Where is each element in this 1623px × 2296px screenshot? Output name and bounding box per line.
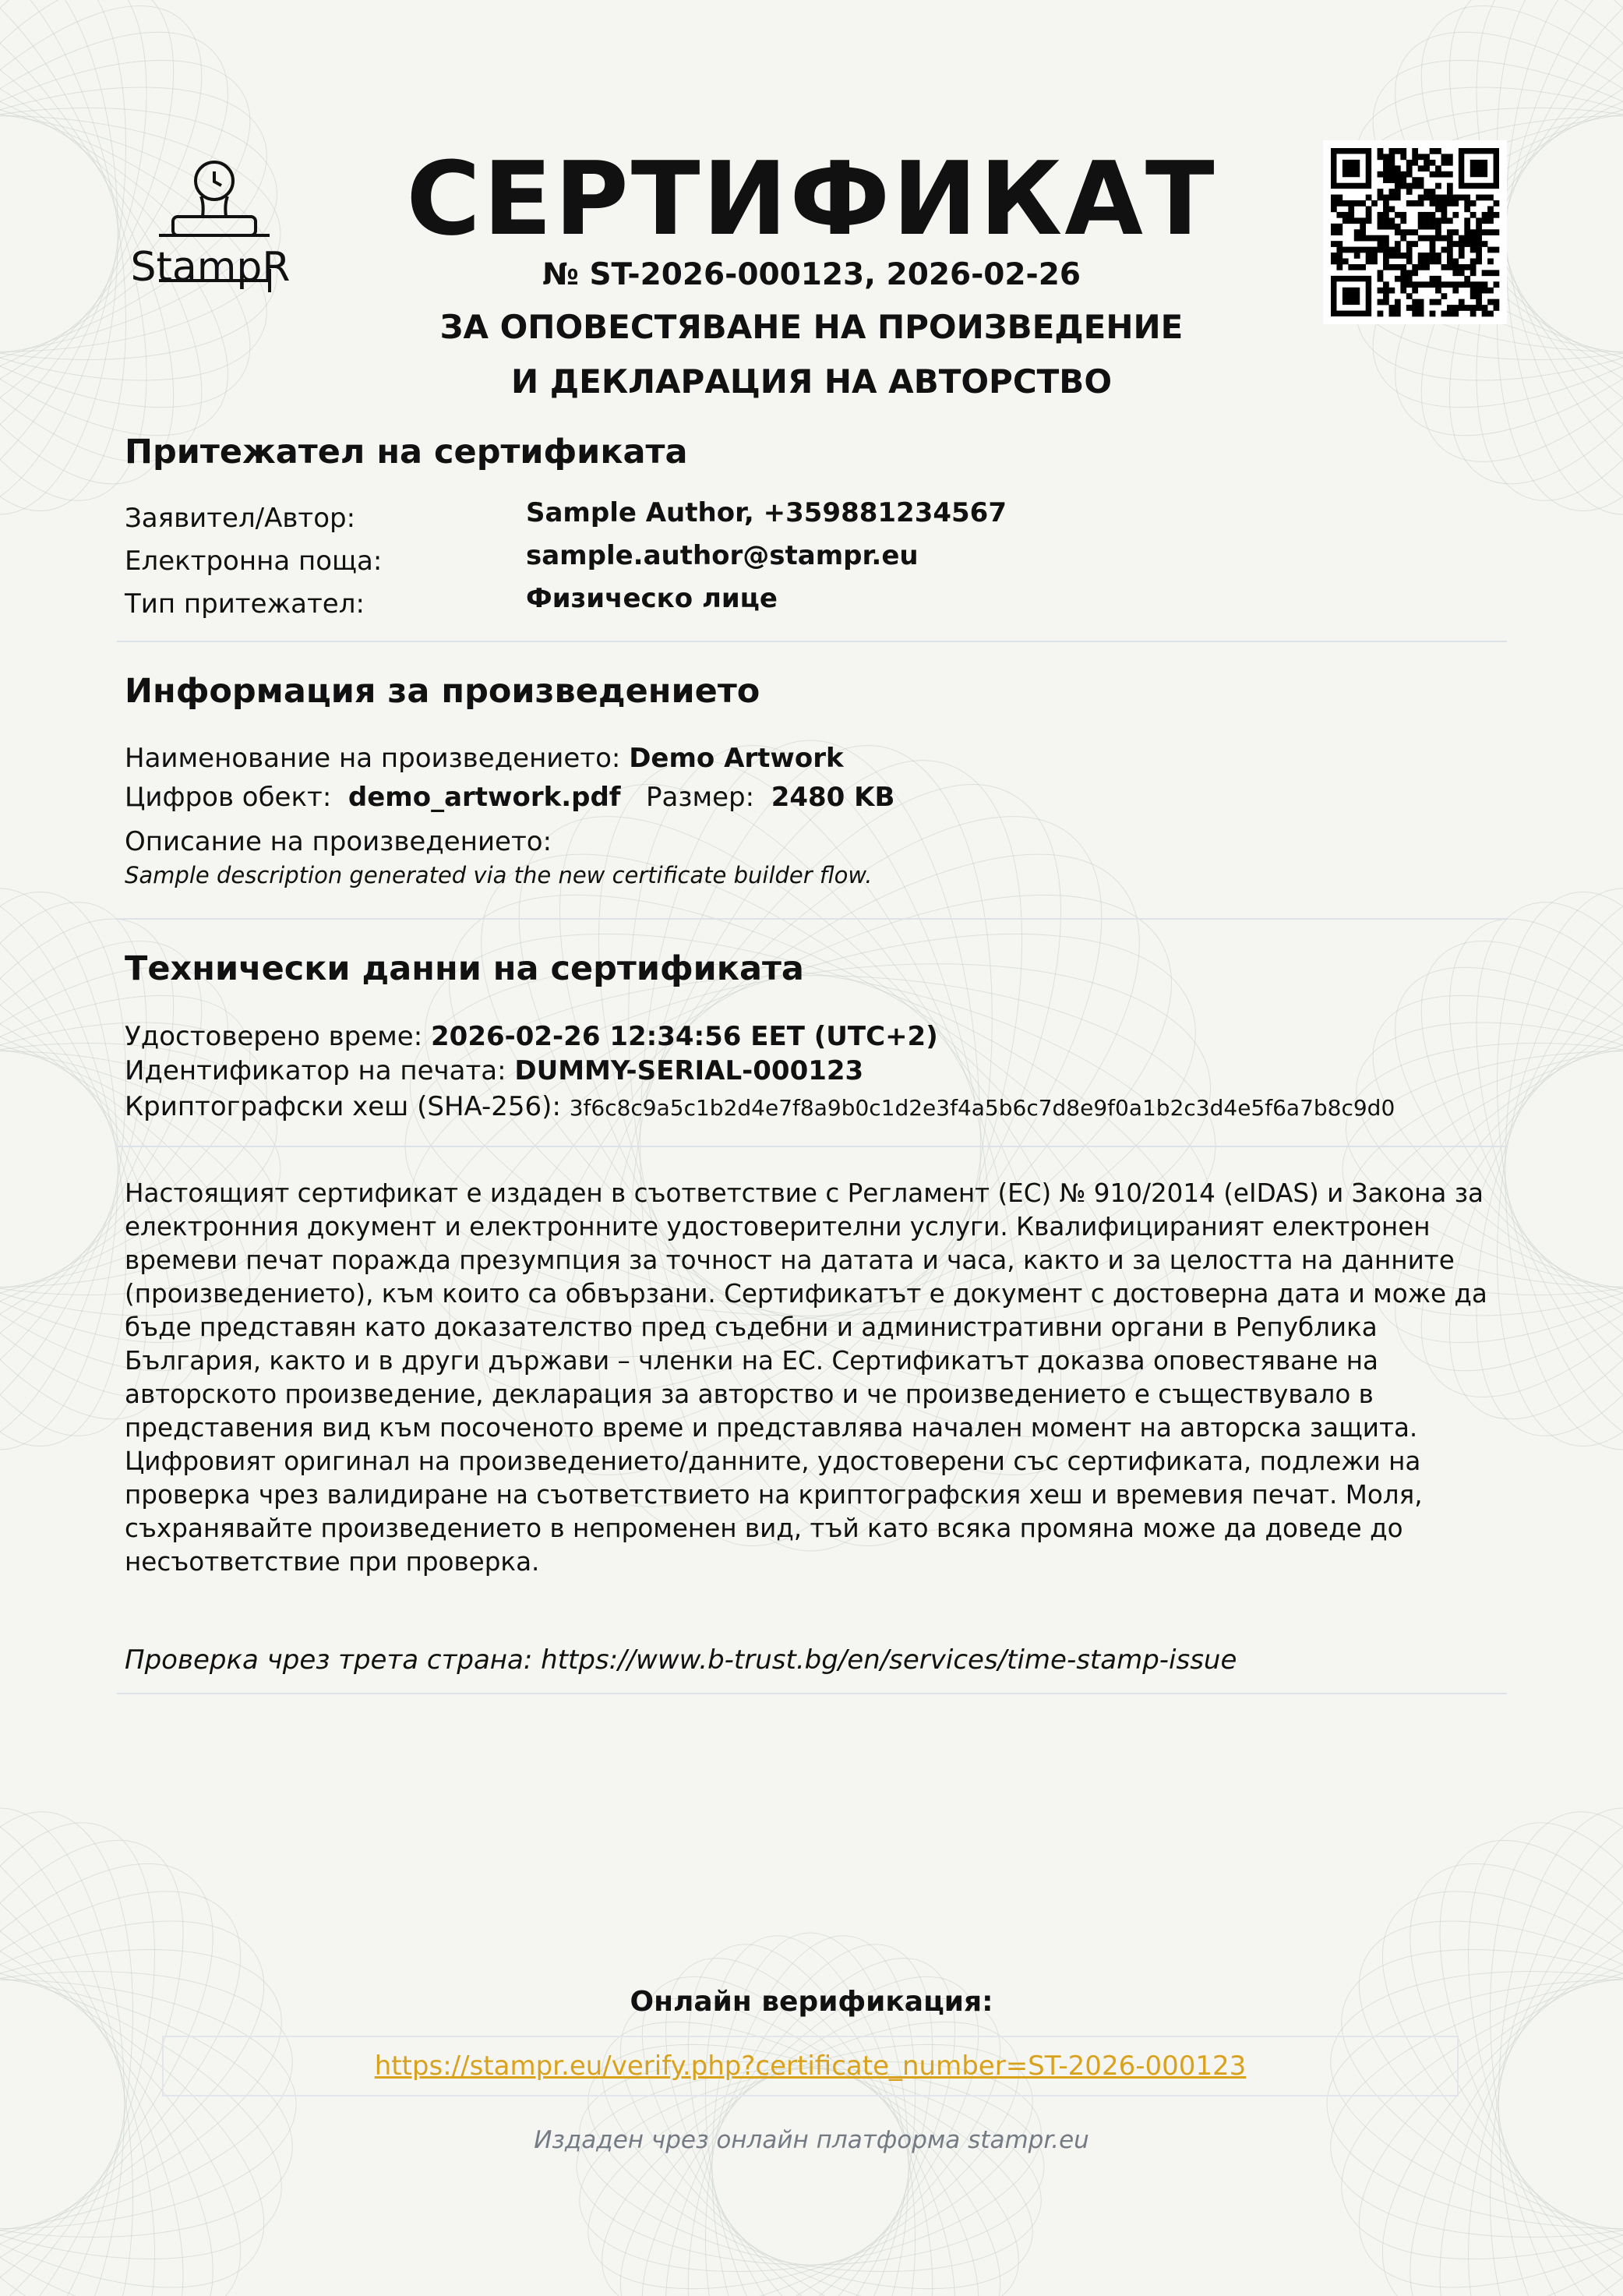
guilloche-line bbox=[1505, 888, 1623, 1450]
technical-stamp-id-value: DUMMY-SERIAL-000123 bbox=[514, 1055, 864, 1086]
work-size-label: Размер: bbox=[646, 782, 755, 813]
qr-module bbox=[1430, 299, 1436, 306]
holder-email-label: Електронна поща: bbox=[125, 546, 383, 577]
work-object-label: Цифров обект: bbox=[125, 782, 332, 813]
qr-module bbox=[1383, 293, 1389, 299]
qr-module bbox=[1459, 299, 1465, 306]
guilloche-line bbox=[585, 1924, 1036, 2296]
divider bbox=[117, 1146, 1507, 1147]
technical-heading: Технически данни на сертификата bbox=[125, 949, 804, 988]
guilloche-line bbox=[0, 888, 118, 1450]
technical-time-row bbox=[125, 1021, 938, 1052]
qr-module bbox=[1476, 299, 1482, 306]
guilloche-line bbox=[0, 1791, 174, 2296]
guilloche-line bbox=[673, 1920, 947, 2296]
online-verification-heading: Онлайн верификация: bbox=[630, 1986, 993, 2018]
work-object-value: demo_artwork.pdf bbox=[348, 782, 621, 813]
qr-module bbox=[1441, 293, 1448, 299]
certificate-number: № ST-2026-000123, 2026-02-26 bbox=[542, 257, 1081, 292]
qr-module bbox=[1406, 293, 1413, 299]
verification-url-box bbox=[162, 2036, 1459, 2096]
work-heading: Информация за произведението bbox=[125, 672, 760, 711]
guilloche-line bbox=[1449, 1791, 1623, 2296]
technical-hash-row bbox=[125, 1091, 1395, 1122]
qr-module bbox=[1378, 299, 1384, 306]
guilloche-line bbox=[1498, 1808, 1623, 2296]
third-party-verification: Проверка чрез трета страна: https://www.b-trust.bg/en/services/time-stamp-issue bbox=[125, 1644, 1237, 1676]
holder-email-value: sample.author@stampr.eu bbox=[526, 540, 919, 571]
holder-heading: Притежател на сертификата bbox=[125, 433, 688, 472]
work-description-value: Sample description generated via the new certificate builder flow. bbox=[125, 862, 873, 888]
certificate-subtitle-line2: И ДЕКЛАРАЦИЯ НА АВТОРСТВО bbox=[510, 362, 1113, 401]
technical-time-value: 2026-02-26 12:34:56 EET (UTC+2) bbox=[431, 1021, 938, 1052]
legal-text bbox=[125, 1177, 1512, 1579]
guilloche-line bbox=[638, 1913, 983, 2296]
qr-module bbox=[1476, 293, 1482, 299]
guilloche-line bbox=[1449, 1791, 1623, 2296]
holder-author-label: Заявител/Автор: bbox=[125, 503, 356, 534]
holder-type-label: Тип притежател: bbox=[125, 588, 365, 620]
work-name-value: Demo Artwork bbox=[629, 743, 844, 774]
guilloche-line bbox=[577, 2068, 1044, 2265]
guilloche-line bbox=[638, 1913, 983, 2296]
guilloche-line bbox=[609, 1915, 1012, 2296]
technical-stamp-id-row bbox=[125, 1055, 863, 1086]
qr-module bbox=[1418, 299, 1424, 306]
qr-module bbox=[1494, 299, 1500, 306]
verification-link[interactable]: https://stampr.eu/verify.php?certificate_number=ST-2026-000123 bbox=[374, 2051, 1247, 2082]
work-object-row bbox=[125, 782, 894, 813]
qr-module bbox=[1412, 299, 1418, 306]
guilloche-line bbox=[0, 1808, 125, 2296]
technical-time-label: Удостоверено време: bbox=[125, 1021, 423, 1052]
divider bbox=[117, 641, 1507, 642]
holder-type-value: Физическо лице bbox=[526, 583, 778, 614]
guilloche-line bbox=[609, 1915, 1012, 2296]
work-description-label: Описание на произведението: bbox=[125, 826, 552, 857]
qr-module bbox=[1395, 299, 1401, 306]
certificate-subtitle-line1: ЗА ОПОВЕСТЯВАНЕ НА ПРОИЗВЕДЕНИЕ bbox=[439, 308, 1184, 346]
guilloche-line bbox=[0, 1791, 174, 2296]
legal-paragraph-1: Настоящият сертификат е издаден в съответствие с Регламент (ЕС) № 910/2014 (eIDAS) и Закона за електронния документ и електронните удостоверителни услуги. Квалифицираният електронен времеви печат поражда презумпция за точност на датата и часа, както и за целостта на данните (произведението), към които са обвързани. Сертификатът е документ с достоверна дата и може да бъде представян като доказателство пред съдебни и административни органи в Република България, както и в други държави – членки на ЕС. Сертификатът доказва оповестяване на авторското произведение, декларация за авторство и че произведението е съществувало в представения вид към посоченото време и представлява начален момент на авторска защита. bbox=[125, 1178, 1487, 1443]
legal-paragraph-2: Цифровият оригинал на произведението/данните, удостоверени със сертификата, подлежи на проверка чрез валидиране на съответствието на криптографския хеш и времевия печат. Моля, съхранявайте произведението в непроменен вид, тъй като всяка промяна може да доведе до несъответствие при проверка. bbox=[125, 1446, 1423, 1577]
work-name-row bbox=[125, 743, 844, 774]
guilloche-line bbox=[673, 1920, 947, 2296]
technical-hash-label: Криптографски хеш (SHA-256): bbox=[125, 1091, 561, 1122]
qr-module bbox=[1383, 299, 1389, 306]
technical-hash-value: 3f6c8c9a5c1b2d4e7f8a9b0c1d2e3f4a5b6c7d8e9f0a1b2c3d4e5f6a7b8c9d0 bbox=[569, 1095, 1395, 1121]
divider bbox=[117, 1693, 1507, 1694]
qr-module bbox=[1470, 293, 1477, 299]
qr-module bbox=[1435, 299, 1441, 306]
issued-by-note: Издаден чрез онлайн платформа stampr.eu bbox=[534, 2126, 1089, 2154]
guilloche-line bbox=[585, 1924, 1036, 2296]
work-size-value: 2480 KB bbox=[771, 782, 895, 813]
technical-stamp-id-label: Идентификатор на печата: bbox=[125, 1055, 506, 1086]
holder-author-value: Sample Author, +359881234567 bbox=[526, 497, 1007, 528]
qr-module bbox=[1487, 299, 1494, 306]
logo-text: StampR bbox=[132, 244, 291, 291]
work-name-label: Наименование на произведението: bbox=[125, 743, 621, 774]
divider bbox=[117, 918, 1507, 920]
certificate-title: СЕРТИФИКАТ bbox=[406, 140, 1217, 258]
